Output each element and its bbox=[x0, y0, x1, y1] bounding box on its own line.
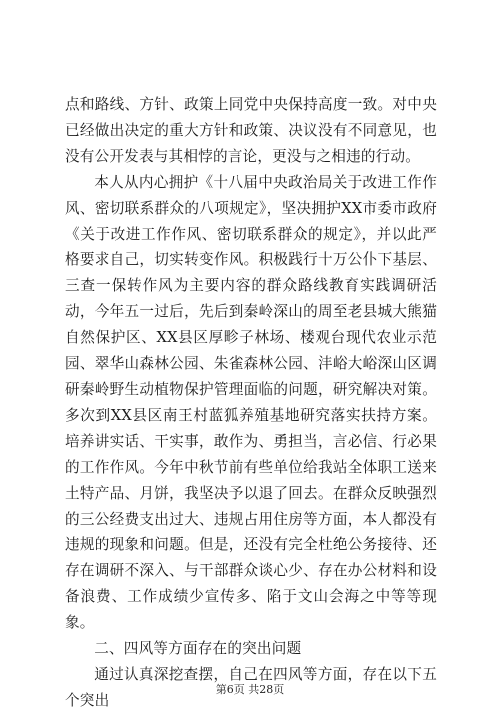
page-footer: 第6页 共28页 bbox=[215, 683, 285, 696]
paragraph-continuation: 点和路线、方针、政策上同党中央保持高度一致。对中央已经做出决定的重大方针和政策、决议没有不同意见，也没有公开发表与其相悖的言论，更没与之相违的行动。 bbox=[65, 96, 437, 165]
paragraph-work-style: 本人从内心拥护《十八届中央政治局关于改进工作作风、密切联系群众的八项规定》，坚决拥护XX市委市政府《关于改进工作作风、密切联系群众的规定》，并以此严格要求自己，切实转变作风。积极践行十万公仆下基层、三查一保转作风为主要内容的群众路线教育实践调研活动，今年五一过后，先后到秦岭深山的周至老县城大熊猫自然保护区、XX县区厚畛子林场、楼观台现代农业示范园、翠华山森林公园、朱雀森林公园、沣峪大峪深山区调研秦岭野生动植物保护管理面临的问题，研究解决对策。多次到XX县区南王村蓝狐养殖基地研究落实扶持方案。培养讲实话、干实事，敢作为、勇担当，言必信、行必果的工作作风。今年中秋节前有些单位给我站全体职工送来土特产品、月饼，我坚决予以退了回去。在群众反映强烈的三公经费支出过大、违规占用住房等方面，本人都没有违规的现象和问题。但是，还没有完全杜绝公务接待、还存在调研不深入、与干部群众谈心少、存在办公材料和设备浪费、工作成绩少宣传多、陷于文山会海之中等等现象。 bbox=[65, 173, 437, 632]
section-heading: 二、四风等方面存在的突出问题 bbox=[94, 640, 302, 658]
paragraph-problems-intro: 通过认真深挖查摆，自己在四风等方面，存在以下五个突出 bbox=[65, 665, 437, 709]
body-text bbox=[65, 92, 437, 714]
